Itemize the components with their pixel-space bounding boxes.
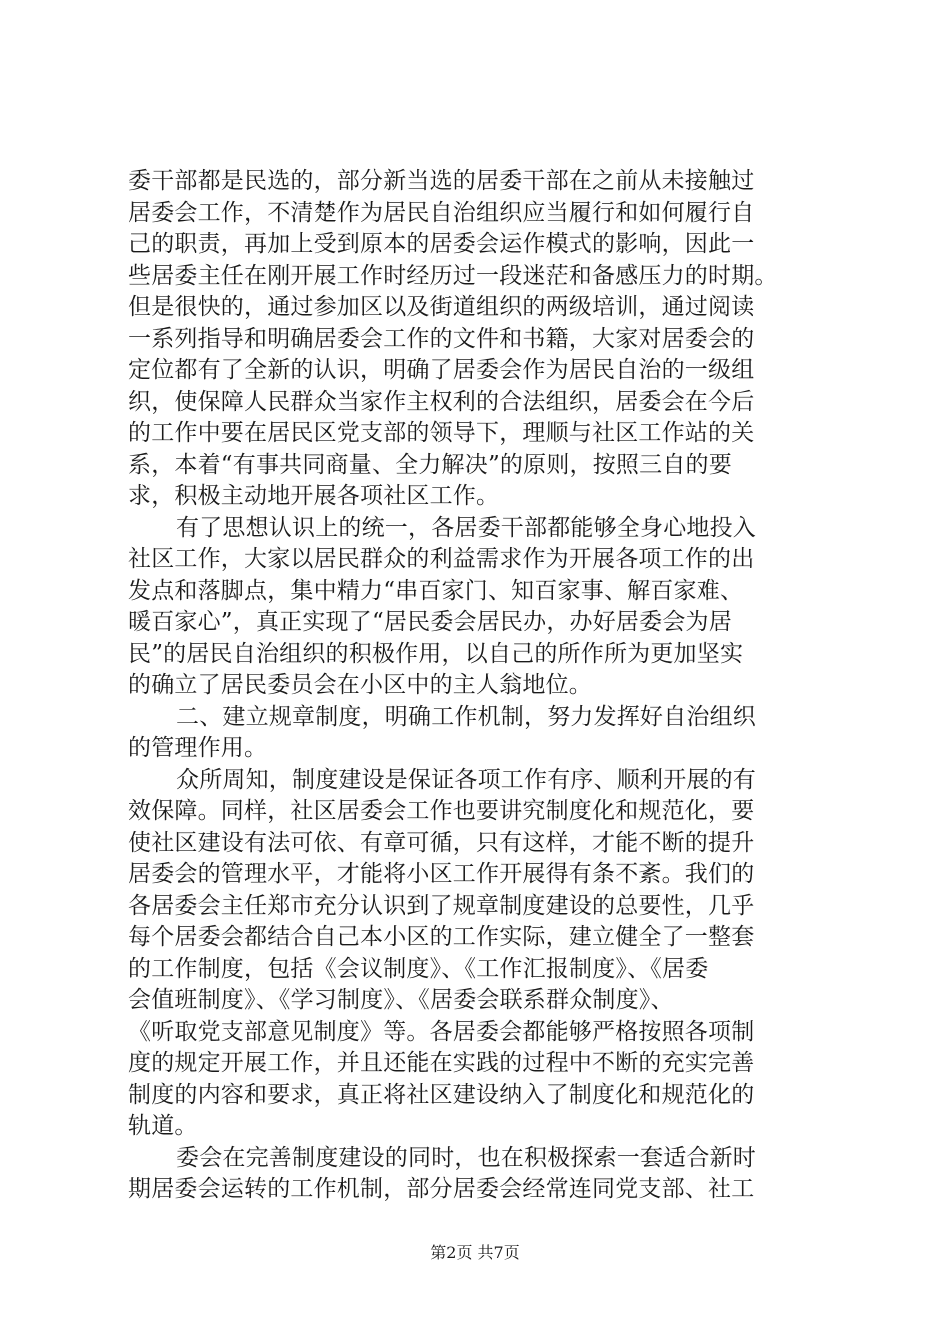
text-line: 有了思想认识上的统一，各居委干部都能够全身心地投入: [176, 514, 756, 541]
text-line: 己的职责，再加上受到原本的居委会运作模式的影响，因此一: [128, 231, 755, 257]
text-line: 各居委会主任郑市充分认识到了规章制度建设的总要性，几乎: [128, 892, 755, 919]
text-line: 民”的居民自治组织的积极作用，以自己的所作所为更加坚实: [128, 640, 744, 667]
text-line: 委会在完善制度建设的同时，也在积极探索一套适合新时: [176, 1144, 756, 1171]
text-line: 的确立了居民委员会在小区中的主人翁地位。: [128, 672, 592, 698]
text-line: 暖百家心”，真正实现了“居民委会居民办，办好居委会为居: [128, 609, 732, 635]
text-line: 委干部都是民选的，部分新当选的居委干部在之前从未接触过: [128, 168, 755, 194]
text-line: 的管理作用。: [128, 735, 268, 761]
text-line: 会值班制度》、《学习制度》、《居委会联系群众制度》、: [128, 987, 674, 1013]
text-line: 居委会的管理水平，才能将小区工作开展得有条不紊。我们的: [128, 861, 755, 887]
text-line: 居委会工作，不清楚作为居民自治组织应当履行和如何履行自: [128, 199, 755, 226]
text-line: 但是很快的，通过参加区以及街道组织的两级培训，通过阅读: [128, 294, 755, 320]
text-line: 使社区建设有法可依、有章可循，只有这样，才能不断的提升: [128, 829, 755, 856]
page-footer: 第2页 共7页: [430, 1243, 520, 1262]
text-line: 发点和落脚点，集中精力“串百家门、知百家事、解百家难、: [128, 577, 744, 604]
text-line: 社区工作，大家以居民群众的利益需求作为开展各项工作的出: [128, 546, 755, 572]
text-line: 效保障。同样，社区居委会工作也要讲究制度化和规范化，要: [128, 798, 755, 824]
text-line: 织，使保障人民群众当家作主权利的合法组织，居委会在今后: [128, 388, 755, 415]
text-line: 一系列指导和明确居委会工作的文件和书籍，大家对居委会的: [128, 325, 755, 352]
text-line: 每个居委会都结合自己本小区的工作实际，建立健全了一整套: [128, 924, 755, 950]
document-body: [128, 166, 828, 1206]
text-line: 定位都有了全新的认识，明确了居委会作为居民自治的一级组: [128, 357, 755, 383]
text-line: 系，本着“有事共同商量、全力解决”的原则，按照三自的要: [128, 451, 732, 478]
text-line: 《听取党支部意见制度》等。各居委会都能够严格按照各项制: [128, 1018, 755, 1045]
text-line: 期居委会运转的工作机制，部分居委会经常连同党支部、社工: [128, 1176, 755, 1202]
text-line: 些居委主任在刚开展工作时经历过一段迷茫和备感压力的时期。: [128, 262, 778, 289]
text-line: 众所周知，制度建设是保证各项工作有序、顺利开展的有: [176, 766, 756, 793]
text-line: 制度的内容和要求，真正将社区建设纳入了制度化和规范化的: [128, 1081, 755, 1108]
text-line: 二、建立规章制度，明确工作机制，努力发挥好自治组织: [176, 703, 756, 730]
text-line: 轨道。: [128, 1113, 198, 1139]
text-line: 度的规定开展工作，并且还能在实践的过程中不断的充实完善: [128, 1050, 755, 1076]
text-line: 的工作制度，包括《会议制度》、《工作汇报制度》、《居委: [128, 955, 709, 982]
text-line: 的工作中要在居民区党支部的领导下，理顺与社区工作站的关: [128, 420, 755, 446]
text-line: 求，积极主动地开展各项社区工作。: [128, 483, 500, 509]
